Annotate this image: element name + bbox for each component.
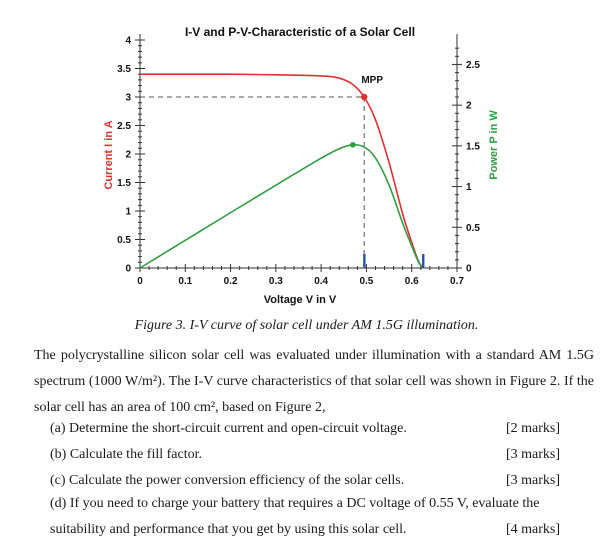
question-a-marks: [2 marks] <box>505 421 560 436</box>
question-b-text: (b) Calculate the fill factor. <box>50 447 202 462</box>
question-a-text: (a) Determine the short-circuit current and open-circuit voltage. <box>50 421 407 436</box>
right-tick-label: 0.5 <box>466 222 480 234</box>
question-c <box>50 471 560 491</box>
left-tick-label: 4 <box>125 35 131 47</box>
question-b <box>50 445 560 465</box>
voc-marker <box>422 254 424 268</box>
left-tick-label: 1.5 <box>117 178 131 189</box>
mpp-power-dot <box>350 142 356 148</box>
question-c-marks: [3 marks] <box>505 473 560 488</box>
question-d-text: (d) If you need to charge your battery that requires a DC voltage of 0.55 V, evaluate the suitability and performance that you get by using this solar cell. <box>50 496 540 537</box>
question-b-marks: [3 marks] <box>505 447 560 462</box>
chart-title: I-V and P-V-Characteristic of a Solar Cell <box>184 25 416 39</box>
question-d-marks: [4 marks] <box>505 522 560 537</box>
question-a <box>50 419 560 439</box>
chart-curves <box>140 74 423 268</box>
left-tick-label: 0.5 <box>117 235 131 246</box>
chart-marks <box>350 75 424 268</box>
left-tick-label: 0 <box>125 263 131 275</box>
question-c-text: (c) Calculate the power conversion efficiency of the solar cells. <box>50 473 405 488</box>
x-tick-label: 0.5 <box>359 276 374 287</box>
right-tick-label: 1 <box>466 182 472 194</box>
right-tick-label: 0 <box>466 263 472 275</box>
x-tick-label: 0.1 <box>178 276 193 287</box>
x-tick-label: 0.2 <box>223 276 238 287</box>
mpp-current-dot <box>361 94 367 100</box>
question-d <box>50 491 560 543</box>
right-axis-label: Power P in W <box>488 110 500 180</box>
mpp-guides <box>140 97 364 268</box>
figure-caption: Figure 3. I-V curve of solar cell under AM 1.5G illumination. <box>134 318 479 333</box>
iv-curve <box>140 74 423 268</box>
pv-curve <box>140 145 423 268</box>
right-tick-label: 2 <box>466 100 472 112</box>
left-axis-label: Current I in A <box>103 120 115 190</box>
problem-paragraph: The polycrystalline silicon solar cell was evaluated under illumination with a standard AM 1.5G spectrum (1000 W/m²). The I-V curve characteristics of that solar cell was shown in Figure 2. If the solar cell has an area of 100 cm², based on Figure 2, <box>34 348 594 415</box>
left-tick-label: 2 <box>125 149 131 161</box>
left-tick-label: 3.5 <box>117 64 131 75</box>
left-tick-label: 2.5 <box>117 121 131 132</box>
x-tick-label: 0.6 <box>404 276 419 287</box>
x-tick-label: 0 <box>137 276 143 287</box>
x-tick-label: 0.4 <box>314 276 329 287</box>
mpp-label: MPP <box>361 75 384 86</box>
right-tick-label: 2.5 <box>466 59 480 71</box>
x-tick-label: 0.7 <box>450 276 464 287</box>
x-axis-label: Voltage V in V <box>263 294 337 306</box>
right-tick-label: 1.5 <box>466 141 480 153</box>
mpp-voltage-marker <box>363 254 365 268</box>
x-tick-label: 0.3 <box>268 276 283 287</box>
left-tick-label: 3 <box>125 92 131 104</box>
left-tick-label: 1 <box>125 206 131 218</box>
